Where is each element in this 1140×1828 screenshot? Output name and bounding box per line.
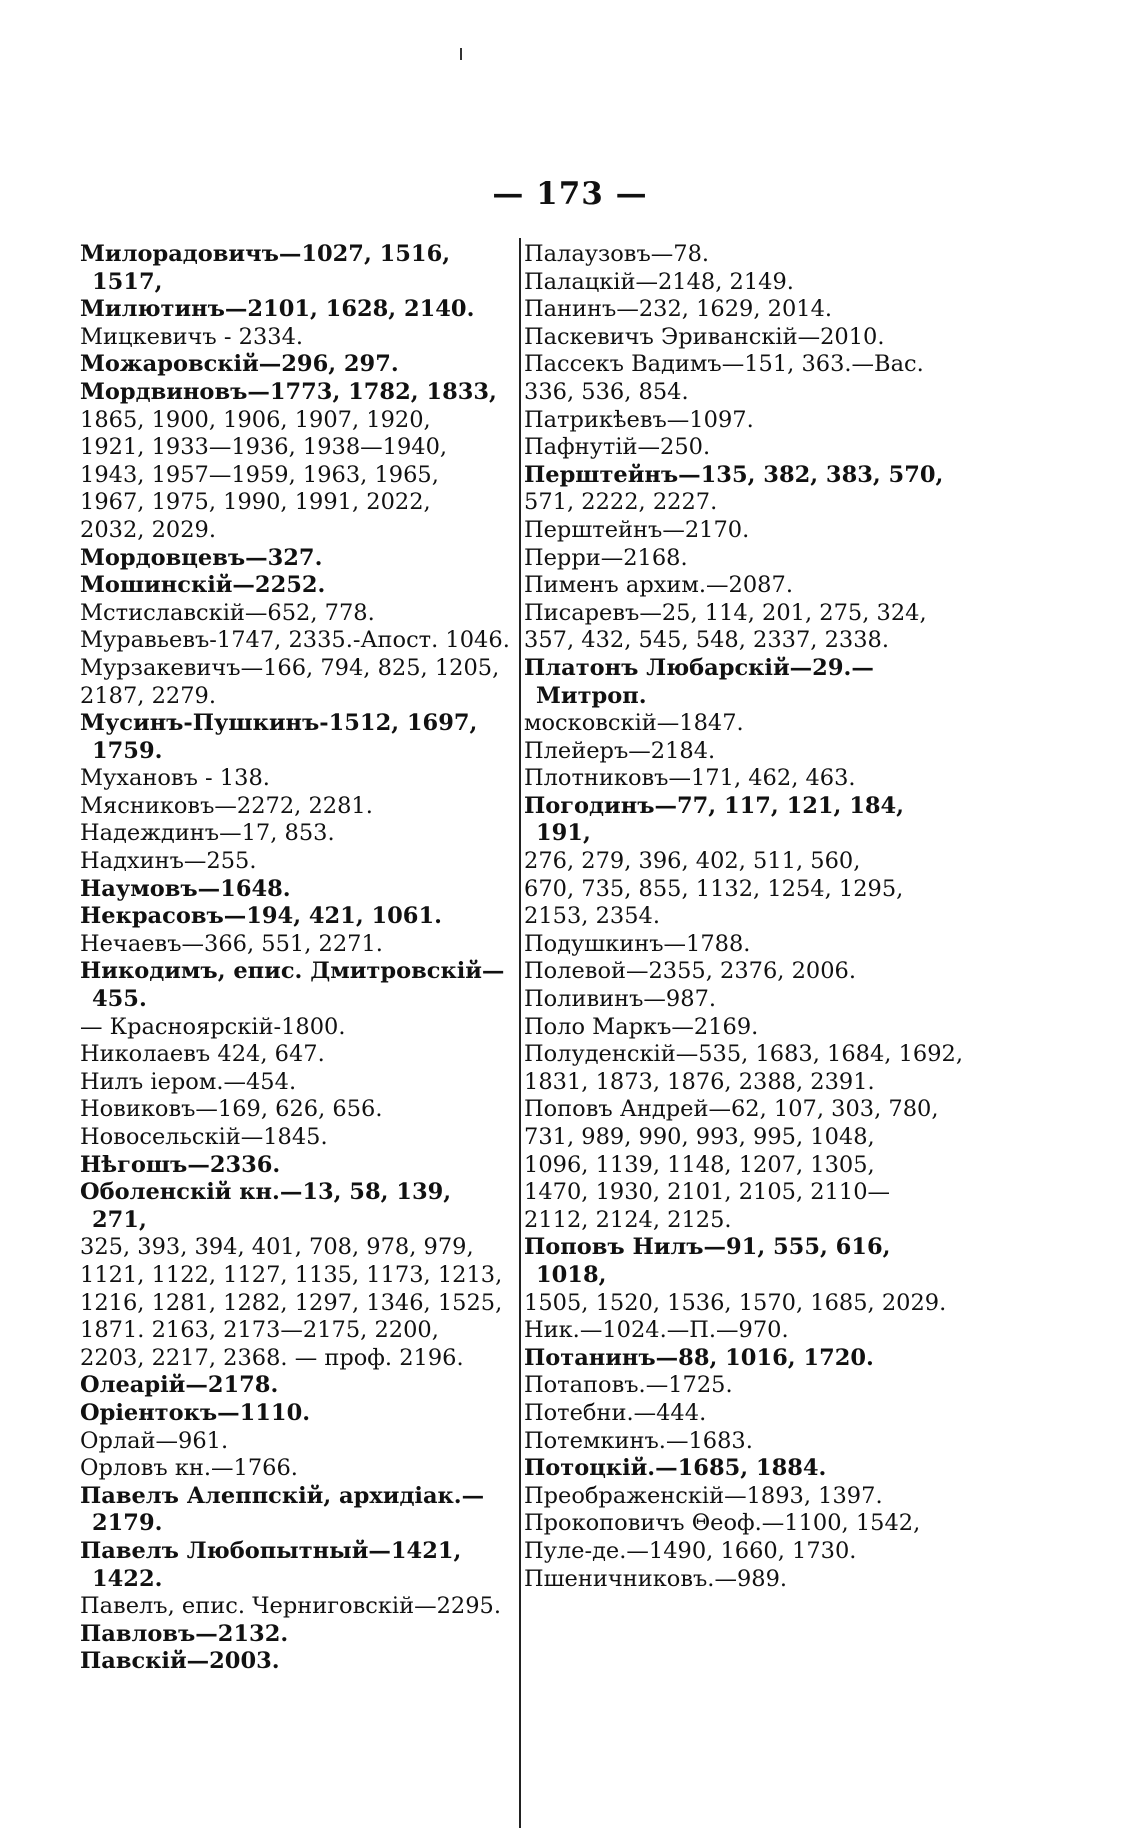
column-divider: [519, 238, 521, 1828]
index-entry: Олеарій—2178.: [80, 1372, 279, 1399]
index-entry: Пуле-де.—1490, 1660, 1730.: [524, 1537, 857, 1564]
index-entry: Патрикѣевъ—1097.: [524, 406, 754, 433]
index-entry: Поло Маркъ—2169.: [524, 1013, 759, 1040]
index-entry: Муравьевъ-1747, 2335.-Апост. 1046.: [80, 627, 510, 654]
index-entry: Пассекъ Вадимъ—151, 363.—Вас.: [524, 351, 924, 378]
index-entry: Пшеничниковъ.—989.: [524, 1565, 788, 1592]
index-entry: 325, 393, 394, 401, 708, 978, 979,: [80, 1234, 474, 1261]
index-entry: Мурзакевичъ—166, 794, 825, 1205,: [80, 654, 500, 681]
index-entry: Павелъ Любопытный—1421, 1422.: [80, 1537, 462, 1592]
index-entry: Оріентокъ—1110.: [80, 1399, 311, 1426]
index-entry: Нилъ іером.—454.: [80, 1068, 297, 1095]
index-entry: Павскій—2003.: [80, 1648, 280, 1675]
index-entry: Новиковъ—169, 626, 656.: [80, 1096, 383, 1123]
index-entry: Мошинскій—2252.: [80, 572, 326, 599]
index-entry: Потаповъ.—1725.: [524, 1372, 733, 1399]
index-entry: Нечаевъ—366, 551, 2271.: [80, 930, 383, 957]
index-entry: Некрасовъ—194, 421, 1061.: [80, 903, 442, 930]
index-entry: 357, 432, 545, 548, 2337, 2338.: [524, 627, 889, 654]
index-entry: Мицкевичъ - 2334.: [80, 323, 304, 350]
index-entry: Потебни.—444.: [524, 1399, 707, 1426]
index-entry: 276, 279, 396, 402, 511, 560,: [524, 848, 861, 875]
index-entry: Мясниковъ—2272, 2281.: [80, 792, 373, 819]
index-entry: 336, 536, 854.: [524, 378, 689, 405]
index-entry: Мордвиновъ—1773, 1782, 1833,: [80, 378, 497, 405]
index-entry: Полуденскій—535, 1683, 1684, 1692,: [524, 1041, 964, 1068]
index-entry: Преображенскій—1893, 1397.: [524, 1482, 883, 1509]
index-entry: Павелъ, епис. Черниговскій—2295.: [80, 1593, 502, 1620]
index-column-right: [524, 241, 964, 1593]
index-column-left: [80, 241, 512, 1676]
index-entry: 2153, 2354.: [524, 903, 660, 930]
index-entry: — Красноярскій-1800.: [80, 1013, 346, 1040]
index-entry: 1943, 1957—1959, 1963, 1965,: [80, 461, 439, 488]
index-entry: Поливинъ—987.: [524, 986, 717, 1013]
index-entry: Паскевичъ Эриванскій—2010.: [524, 323, 885, 350]
index-entry: Перштейнъ—135, 382, 383, 570,: [524, 461, 944, 488]
index-entry: Подушкинъ—1788.: [524, 930, 751, 957]
index-entry: Милютинъ—2101, 1628, 2140.: [80, 296, 475, 323]
index-entry: московскій—1847.: [524, 710, 744, 737]
index-entry: Милорадовичъ—1027, 1516, 1517,: [80, 241, 451, 295]
index-entry: Николаевъ 424, 647.: [80, 1041, 325, 1068]
index-entry: Перштейнъ—2170.: [524, 516, 750, 543]
index-entry: Павловъ—2132.: [80, 1620, 289, 1647]
index-entry: Полевой—2355, 2376, 2006.: [524, 958, 857, 985]
index-entry: Павелъ Алеппскій, архидіак.—2179.: [80, 1482, 485, 1537]
index-entry: Поповъ Андрей—62, 107, 303, 780,: [524, 1096, 939, 1123]
index-entry: Надеждинъ—17, 853.: [80, 820, 335, 847]
index-entry: Пименъ архим.—2087.: [524, 572, 793, 599]
index-entry: Мусинъ-Пушкинъ-1512, 1697, 1759.: [80, 710, 478, 764]
index-entry: Можаровскій—296, 297.: [80, 351, 399, 378]
index-entry: Надхинъ—255.: [80, 848, 257, 875]
index-entry: 2187, 2279.: [80, 682, 216, 709]
index-entry: Новосельскій—1845.: [80, 1124, 328, 1150]
index-entry: 1470, 1930, 2101, 2105, 2110—: [524, 1179, 891, 1206]
index-entry: Никодимъ, епис. Дмитровскій—455.: [80, 958, 505, 1013]
index-entry: Ник.—1024.—П.—970.: [524, 1317, 789, 1344]
index-entry: 1505, 1520, 1536, 1570, 1685, 2029.: [524, 1289, 947, 1316]
index-entry: 1865, 1900, 1906, 1907, 1920,: [80, 406, 431, 433]
margin-mark: [460, 48, 462, 60]
index-entry: Пафнутій—250.: [524, 434, 711, 461]
index-entry: Прокоповичъ Θеоф.—1100, 1542,: [524, 1510, 921, 1537]
index-entry: 1121, 1122, 1127, 1135, 1173, 1213,: [80, 1261, 503, 1288]
index-entry: Палаузовъ—78.: [524, 241, 710, 267]
index-entry: Перри—2168.: [524, 544, 688, 571]
index-entry: 670, 735, 855, 1132, 1254, 1295,: [524, 875, 904, 902]
index-entry: 2112, 2124, 2125.: [524, 1206, 732, 1233]
index-entry: Потоцкій.—1685, 1884.: [524, 1455, 827, 1482]
index-entry: Плотниковъ—171, 462, 463.: [524, 765, 856, 792]
index-entry: Потанинъ—88, 1016, 1720.: [524, 1344, 874, 1371]
index-entry: Погодинъ—77, 117, 121, 184, 191,: [524, 792, 905, 847]
index-entry: Писаревъ—25, 114, 201, 275, 324,: [524, 599, 927, 626]
index-entry: Палацкій—2148, 2149.: [524, 268, 794, 295]
index-entry: 2203, 2217, 2368. — проф. 2196.: [80, 1344, 464, 1371]
index-entry: Плейеръ—2184.: [524, 737, 716, 764]
index-entry: 1831, 1873, 1876, 2388, 2391.: [524, 1068, 875, 1095]
index-entry: Орлай—961.: [80, 1427, 229, 1454]
index-entry: Панинъ—232, 1629, 2014.: [524, 296, 833, 323]
index-entry: 571, 2222, 2227.: [524, 489, 718, 516]
index-entry: 731, 989, 990, 993, 995, 1048,: [524, 1124, 875, 1150]
index-entry: Наумовъ—1648.: [80, 875, 291, 902]
index-entry: Нѣгошъ—2336.: [80, 1151, 281, 1178]
index-entry: Платонъ Любарскій—29.—Митроп.: [524, 654, 874, 709]
index-entry: Мордовцевъ—327.: [80, 544, 323, 571]
index-entry: 1216, 1281, 1282, 1297, 1346, 1525,: [80, 1289, 503, 1316]
index-entry: Поповъ Нилъ—91, 555, 616, 1018,: [524, 1234, 891, 1288]
index-entry: Мухановъ - 138.: [80, 765, 270, 792]
index-entry: 1871. 2163, 2173—2175, 2200,: [80, 1317, 439, 1344]
index-entry: 2032, 2029.: [80, 516, 216, 543]
index-entry: Потемкинъ.—1683.: [524, 1427, 753, 1454]
index-entry: 1921, 1933—1936, 1938—1940,: [80, 434, 448, 461]
index-entry: 1967, 1975, 1990, 1991, 2022,: [80, 489, 431, 516]
index-entry: Мстиславскій—652, 778.: [80, 599, 375, 626]
page-number: — 173 —: [492, 176, 648, 212]
index-entry: 1096, 1139, 1148, 1207, 1305,: [524, 1151, 875, 1178]
index-entry: Оболенскій кн.—13, 58, 139, 271,: [80, 1179, 452, 1233]
index-entry: Орловъ кн.—1766.: [80, 1455, 298, 1482]
